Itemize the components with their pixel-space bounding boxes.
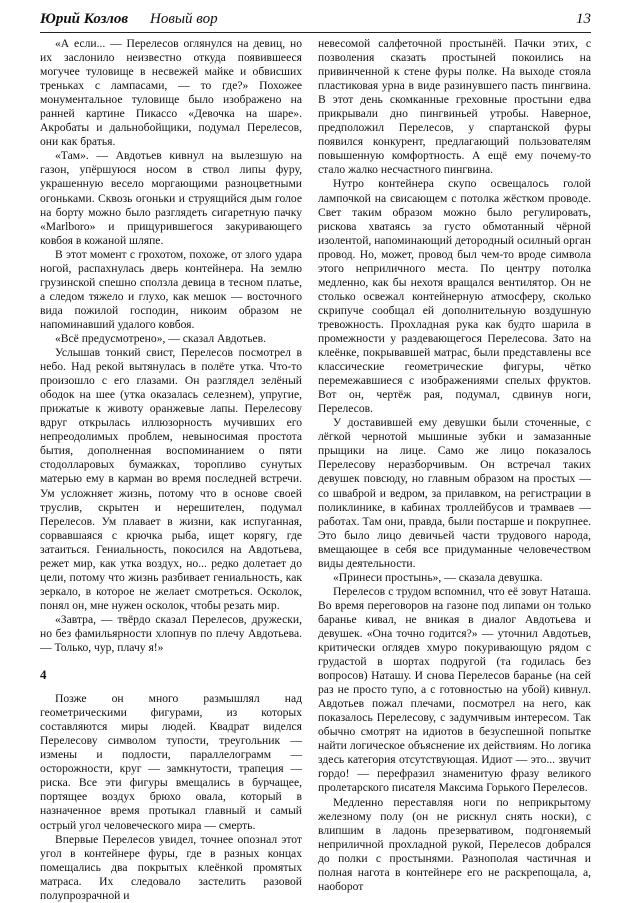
page-number: 13	[576, 11, 591, 27]
running-header	[40, 6, 591, 32]
paragraph: Медленно переставляя ноги по неприкрытому железному полу (он не рискнул снять носки), с влипшим в ладонь презервативом, подгоняемый неприличной прохладной рукой, Перелесов добрался до полки с простынями. Разнополая частичная и полная нагота в контейнере его не раскрепощала, а, наоборот	[318, 795, 591, 893]
paragraph: Нутро контейнера скупо освещалось голой лампочкой на свисающем с потолка жёстком проводе. Свет таким образом можно было регулировать, рискова хватаясь за густо обмотанный чёрной изолентой, напоминающий детородный осилный орган провод. Но, может, провод был чем-то вроде символа этого неприличного места. По центру потолка медленно, как бы нехотя вращался вентилятор. Он не столько освежал контейнерную атмосферу, сколько скрипуче сообщал ей дополнительную воздушную тревожность. Прохладная рука как будто шарила в промежности у раздевающегося Перелесова. Зато на клеёнке, покрывавшей матрас, были представлены все классические геометрические фигуры, чётко перемежавшиеся с изображениями спелых фруктов. Вот он, чертёж рая, подумал, сдвинув ноги, Перелесов.	[318, 177, 592, 416]
header-work-title: Новый вор	[150, 11, 218, 27]
right-column	[318, 37, 591, 894]
paragraph: «Там». — Авдотьев кивнул на вылезшую на газон, упёршуюся носом в ствол липы фуру, украшенную весело моргающими разноцветными огоньками. Сквозь огоньки и струящийся дым голое на борту можно было разглядеть сигаретную пачку «Marlboro» и прищурившегося закуривающего ковбоя в кожаной шляпе.	[40, 149, 302, 247]
paragraph: «А если... — Перелесов оглянулся на девиц, но их заслонило неизвестно откуда появившееся могучее туловище в несвежей майке и обвисших треньках с лампасами, — то где?» Похожее монументальное туловище было изображено на ранней картине Пикассо «Девочка на шаре». Акробаты и дальнобойщики, подумал Перелесов, они как братья.	[40, 37, 302, 149]
left-column	[40, 37, 302, 903]
paragraph: Услышав тонкий свист, Перелесов посмотрел в небо. Над рекой вытянулась в полёте утка. Что-то произошло с его глазами. Он разглядел зелёный ободок на шее (утка оказалась селезнем), упругие, прижатые к животу оранжевые лапы. Перелесову вдруг открылась иллюзорность мучивших его непреодолимых проблем, невыносимая простота бытия, дополненная воспоминанием о пяти стодолларовых бумажках, торопливо сунутых матерью ему в карман во время последней встречи. Ум усложняет жизнь, потому что в основе своей труслив, скрытен и нерешителен, подумал Перелесов. Ум плавает в жизни, как испуганная, сорвавшаяся с крючка рыба, ищет корягу, где затаиться. Гениальность, покосился на Авдотьева, режет мир, как утка воздух, но... редко долетает до цели, потому что жизнь разбивает гениальность, как зеркало, в которое не желает смотреться. Осколок, понял он, мне нужен осколок, чтобы резать мир.	[40, 346, 302, 612]
paragraph: «Всё предусмотрено», — сказал Авдотьев.	[55, 331, 267, 345]
paragraph: Позже он много размышлял над геометрическими фигурами, из которых составляются миры людей. Квадрат виделся Перелесову символом тупости, треугольник — измены и подлости, параллелограмм — осторожности, круг — замкнутости, трапеция — риска. Все эти фигуры вмещались в бурчащее, портящее воздух брюхо овала, который в назначенное время протыкал главный и самый острый угол человеческого мира — смерть.	[40, 692, 302, 832]
paragraph: «Завтра, — твёрдо сказал Перелесов, дружески, но без фамильярности хлопнув по плечу Авдотьева. — Только, чур, плачу я!»	[40, 612, 302, 655]
header-rule	[40, 32, 591, 33]
header-author: Юрий Козлов	[40, 11, 129, 27]
paragraph: «Принеси простынь», — сказала девушка.	[333, 570, 543, 584]
paragraph: У доставившей ему девушки были сточенные, с лёгкой чернотой мышиные зубки и замазанные прыщики на лице. Само же лицо показалось Перелесову неразборчивым. Он встречал таких девушек повсюду, но главным образом на простых — со шваброй и ведром, за прилавком, на регистрации в поликлинике, в кабинах троллейбусов и трамваев — работах. Там они, правда, были постарше и покрупнее. Это было лицо девичьей части трудового народа, вмещающее в себя все придуманные человечеством виды деятельности.	[318, 416, 591, 570]
paragraph: Впервые Перелесов увидел, точнее опознал этот угол в контейнере фуры, где в разных концах помещались два покрытых клеёнкой промятых матраса. Их следовало застелить разовой полупрозрачной и	[40, 832, 302, 902]
paragraph: невесомой салфеточной простынёй. Пачки этих, с позволения сказать простыней покоились на привинченной к стене фуры полке. На выходе стояла пластиковая урна в виде разинувшего пасть пингвина. В этот день скомканные греховные простыни едва прикрывали дно пингвиньей утробы. Наверное, предположил Перелесов, у спартанской фуры появился конкурент, предлагающий пользователям повышенную комфортность. А ещё ему почему-то стало жалко несчастного пингвина.	[318, 37, 591, 177]
section-number: 4	[40, 667, 47, 683]
paragraph: Перелесов с трудом вспомнил, что её зовут Наташа. Во время переговоров на газоне под липами он только баранье кивал, не вникая в диалог Авдотьева и девушек. «Она точно годится?» — уточнил Авдотьев, критически оглядев хмуро покуривающую рядом с грудастой в шортах подругой (та годилась без вопросов) Наташу. И снова Перелесов баранье (на сей раз не просто тупо, а с готовностью на убой) кивнул. Авдотьев пожал плечами, посмотрел на него, как показалось Перелесову, с задумчивым интересом. Так обычно смотрят на идиотов в безуспешной попытке найти логическое объяснение их действиям. Но логика здесь категория отсутствующая. Идиот — это... звучит гордо! — перефразил знаменитую фразу великого пролетарского писателя Максима Горького Перелесов.	[318, 584, 591, 795]
paragraph: В этот момент с грохотом, похоже, от злого удара ногой, распахнулась дверь контейнера. На землю грузинской спешно сползла девица в тесном платье, а следом тяжело и глухо, как мешок — восточного вида пожилой господин, никоим образом не напоминавший удалого ковбоя.	[40, 247, 302, 331]
